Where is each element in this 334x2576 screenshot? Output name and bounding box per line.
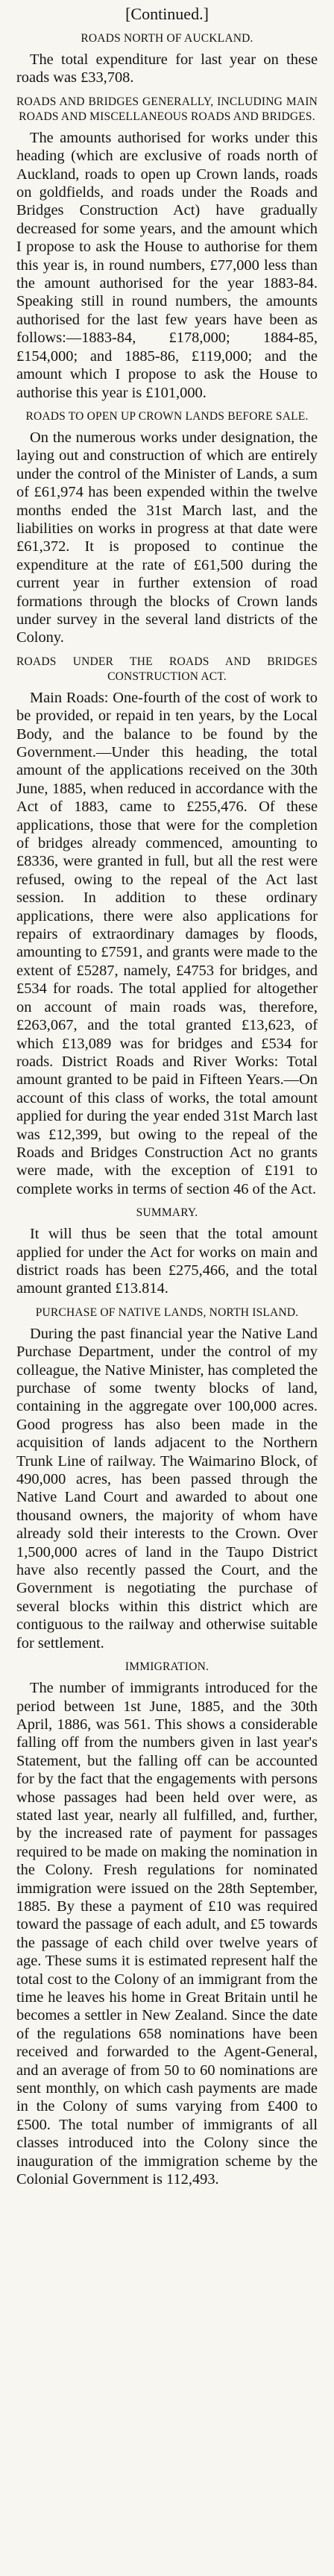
section-heading: PURCHASE OF NATIVE LANDS, NORTH ISLAND. (35, 1306, 299, 1319)
section-heading: ROADS NORTH OF AUCKLAND. (81, 32, 253, 45)
section-heading: SUMMARY. (136, 1206, 198, 1220)
paragraph: The amounts authorised for works under this heading (which are exclusive of roads north of Auckland, roads to open up Crown lands, roads on goldfields, and roads under the Roads and Bridges Construction Act) have gradually decreased for some years, and the amount which I propose to ask the House to authorise for them this year is, in round numbers, £77,000 less than the amount authorised for the year 1883-84. Speaking still in round numbers, the amounts authorised for the last few years have been as follows:—1883-84, £178,000; 1884-85, £154,000; and 1885-86, £119,000; and the amount which I propose to ask the House to authorise this year is £101,000. (16, 129, 318, 401)
section-immigration (16, 1660, 318, 2188)
paragraph: It will thus be seen that the total amount applied for under the Act for works on main and district roads has been £275,466, and the total amount granted £13.814. (16, 1226, 318, 1297)
section-heading: ROADS UNDER THE ROADS AND BRIDGES CONSTRUCTION ACT. (16, 655, 318, 683)
section-roads-crown-lands (16, 409, 318, 647)
paragraph: The total expenditure for last year on these roads was £33,708. (16, 51, 318, 86)
paragraph: During the past financial year the Native Land Purchase Department, under the control of my colleague, the Native Minister, has completed the purchase of some twenty blocks of land, containing in the aggregate over 100,000 acres. Good progress has also been made in the acquisition of lands adjacent to the Northern Trunk Line of railway. The Waimarino Block, of 490,000 acres, has been passed through the Native Land Court and awarded to about one thousand owners, the majority of whom have already sold their interests to the Crown. Over 1,500,000 acres of land in the Taupo District have also recently passed the Court, and the Government is negotiating the purchase of several blocks within this district which are contiguous to the railway and otherwise suitable for settlement. (16, 1325, 318, 1651)
paragraph: On the numerous works under designation, the laying out and construction of which are entirely under the control of the Minister of Lands, a sum of £61,974 has been expended within the twelve months ended the 31st March last, and the liabilities on works in progress at that date were £61,372. It is proposed to continue the expenditure at the rate of £61,500 during the current year in further extension of road formations through the blocks of Crown lands under survey in the several land districts of the Colony. (16, 429, 318, 646)
section-native-lands (16, 1306, 318, 1652)
section-heading: ROADS TO OPEN UP CROWN LANDS BEFORE SALE. (25, 409, 309, 423)
section-heading: IMMIGRATION. (125, 1660, 209, 1674)
paragraph: Main Roads: One-fourth of the cost of work to be provided, or repaid in ten years, by the Local Body, and the balance to be found by the Government.—Under this heading, the total amount of the applications received on the 30th June, 1885, when reduced in accordance with the Act of 1883, came to £255,476. Of these applications, those that were for the completion of bridges already commenced, amounting to £8336, were granted in full, but all the rest were refused, owing to the repeal of the Act last session. In addition to these ordinary applications, there were also applications for repairs of extraordinary damages by floods, amounting to £7591, and grants were made to the extent of £5287, namely, £4753 for bridges, and £534 for roads. The total applied for altogether on account of main roads was, therefore, £263,067, and the total granted £13,623, of which £13,089 was for bridges and £534 for roads. District Roads and River Works: Total amount granted to be paid in Fifteen Years.—On account of this class of works, the total amount applied for during the year ended 31st March last was £12,399, but owing to the repeal of the Roads and Bridges Construction Act no grants were made, with the exception of £191 to complete works in terms of section 46 of the Act. (16, 689, 318, 1197)
section-heading: ROADS AND BRIDGES GENERALLY, INCLUDING MAIN ROADS AND MISCELLANEOUS ROADS AND BRIDGES. (16, 95, 318, 123)
section-summary (16, 1206, 318, 1298)
section-roads-construction-act (16, 655, 318, 1198)
paragraph: The number of immigrants introduced for the period between 1st June, 1885, and the 30th April, 1886, was 561. This shows a considerable falling off from the numbers given in last year's Statement, but the falling off can be accounted for by the fact that the engagements with persons whose passages had been held over were, as stated last year, nearly all fulfilled, and, further, by the increased rate of payment for passages required to be made on making the nomination in the Colony. Fresh regulations for nominated immigration were issued on the 28th September, 1885. By these a payment of £10 was required toward the passage of each adult, and £5 towards the passage of each child over twelve years of age. These sums it is estimated represent half the total cost to the Colony of an immigrant from the time he leaves his home in Great Britain until he becomes a settler in New Zealand. Since the date of the regulations 658 nominations have been received and forwarded to the Agent-General, and an average of from 50 to 60 nominations are sent monthly, on which cash payments are made in the Colony of sums varying from £400 to £500. The total number of immigrants of all classes introduced into the Colony since the inauguration of the immigration scheme by the Colonial Government is 112,493. (16, 1680, 318, 2188)
article-column (16, 4, 318, 2193)
continued-label: [Continued.] (125, 4, 209, 23)
section-roads-bridges-generally (16, 95, 318, 402)
section-roads-north-auckland (16, 31, 318, 87)
